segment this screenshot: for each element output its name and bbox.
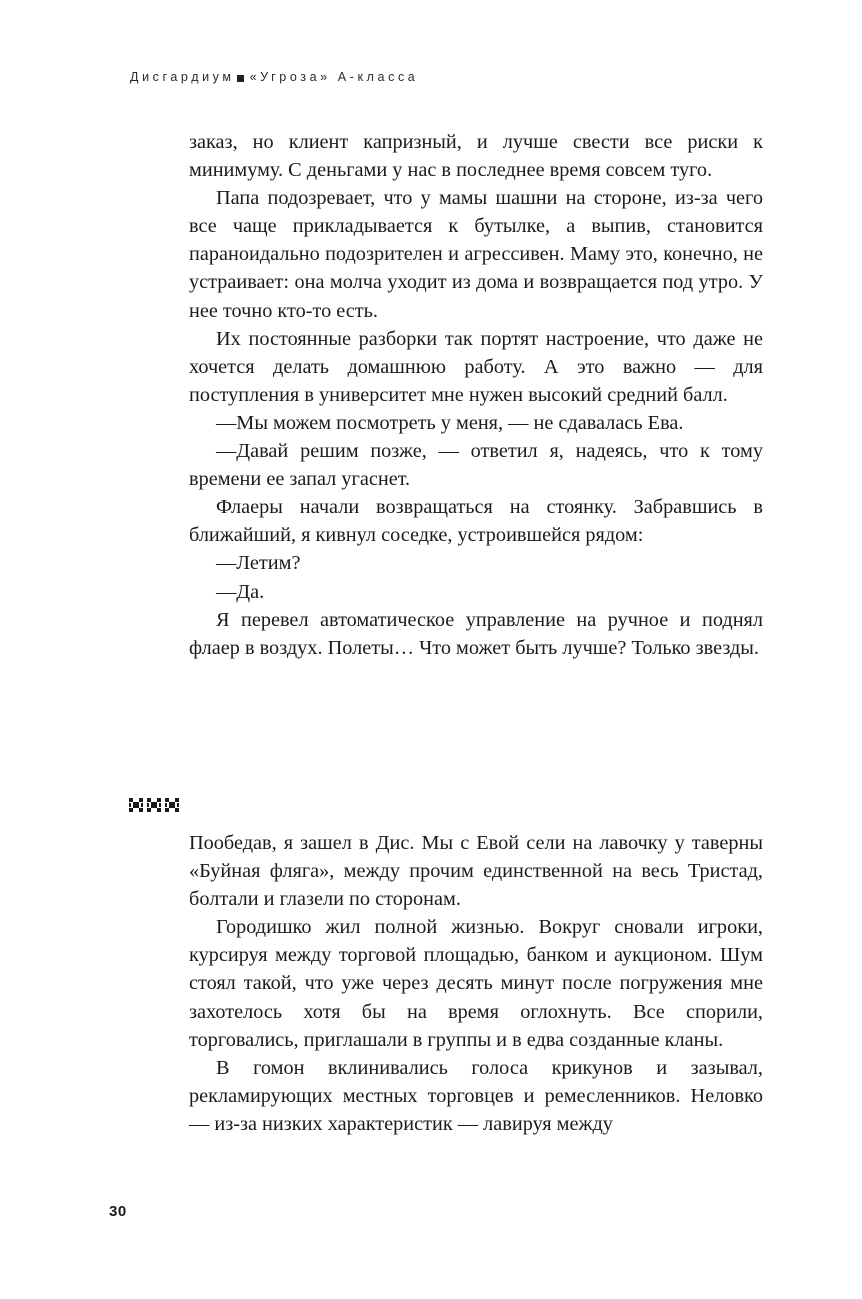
paragraph: заказ, но клиент капризный, и лучше свести все риски к минимуму. С деньгами у нас в последнее время совсем туго.: [189, 131, 763, 182]
paragraph: Я перевел автоматическое управление на ручное и поднял флаер в воздух. Полеты… Что может быть лучше? Только звезды.: [189, 608, 763, 659]
section-break: [129, 798, 179, 812]
paragraph: В гомон вклинивались голоса крикунов и зазывал, рекламирующих местных торговцев и ремесленников. Неловко — из-за низких характеристик — лавируя между: [189, 1056, 763, 1135]
running-header: [130, 70, 418, 84]
paragraph: Пообедав, я зашел в Дис. Мы с Евой сели на лавочку у таверны «Буйная фляга», между прочим единственной на весь Тристад, болтали и глазели по сторонам.: [189, 832, 763, 911]
square-bullet-icon: [237, 75, 244, 82]
paragraph: Городишко жил полной жизнью. Вокруг сновали игроки, курсируя между торговой площадью, банком и аукционом. Шум стоял такой, что уже через десять минут после погружения мне захотелось хотя бы на время оглохнуть. Все спорили, торговались, приглашали в группы и в едва созданные кланы.: [189, 916, 763, 1051]
dialogue-line: —Давай решим позже, — ответил я, надеясь, что к тому времени ее запал угаснет.: [189, 440, 763, 491]
paragraph: Флаеры начали возвращаться на стоянку. Забравшись в ближайший, я кивнул соседке, устроившейся рядом:: [189, 496, 763, 547]
paragraph: Их постоянные разборки так портят настроение, что даже не хочется делать домашнюю работу. А это важно — для поступления в университет мне нужен высокий средний балл.: [189, 327, 763, 406]
dialogue-line: —Летим?: [216, 552, 301, 575]
paragraph: Папа подозревает, что у мамы шашни на стороне, из-за чего все чаще прикладывается к бутылке, а выпив, становится параноидально подозрителен и агрессивен. Маму это, конечно, не устраивает: она молча уходит из дома и возвращается под утро. У нее точно кто-то есть.: [189, 187, 763, 322]
pixel-glyph-icon: [147, 798, 161, 812]
dialogue-line: —Да.: [216, 580, 265, 603]
pixel-glyph-icon: [129, 798, 143, 812]
text-block-lower: [189, 829, 763, 1138]
pixel-glyph-icon: [165, 798, 179, 812]
dialogue-line: —Мы можем посмотреть у меня, — не сдавалась Ева.: [216, 411, 684, 434]
text-block-upper: [189, 128, 763, 662]
page-number: 30: [109, 1203, 127, 1220]
book-subtitle: «Угроза» А-класса: [249, 70, 419, 84]
book-title: Дисгардиум: [130, 70, 235, 84]
